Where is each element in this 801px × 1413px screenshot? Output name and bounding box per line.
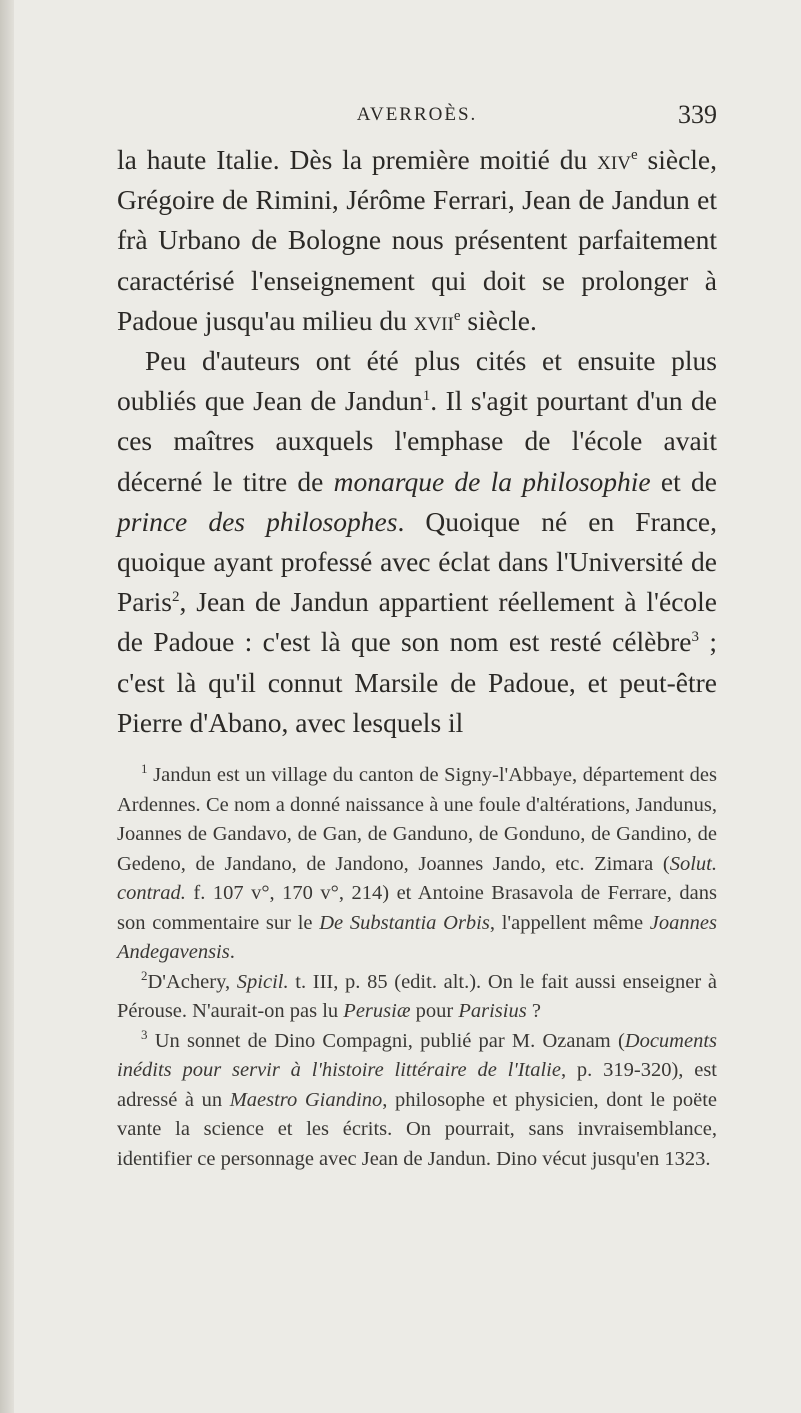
running-title: AVERROÈS. [356,104,478,125]
book-spine-shadow [0,0,14,1413]
footnote-3: $^3$ Un sonnet de Dino Compagni, publié par M. Ozanam (Documents inédits pour servir à l'histoire littéraire de l'Italie, p. 319-320), est adressé à un Maestro Giandino, philosophe et physicien, dont le poëte vante la science et les écrits. On pourrait, sans invraisemblance, identifier ce personnage avec Jean de Jandun. Dino vécut jusqu'en 1323. [117,1026,718,1170]
footnotes [117,761,717,1174]
italic-title: monarque de la philosophie [333,465,651,497]
footnote-2: $^2$D'Achery, Spicil. t. III, p. 85 (edit. alt.). On le fait aussi enseigner à Pérouse. N'aurait-on pas lu Perusiæ pour Parisius ? [117,967,717,1023]
paragraph-1: la haute Italie. Dès la première moitié du xiv$^e$ siècle, Grégoire de Rimini, Jérôme Ferrari, Jean de Jandun et frà Urbano de Bologne nous présentent parfaitement caractérisé l'enseignement qui doit se prolonger à Padoue jusqu'au milieu du xvii$^e$ siècle. [117,144,717,336]
page-header [117,100,717,140]
italic-title: prince des philosophes [117,505,398,537]
footnote-ref: 2 [172,589,180,606]
book-page [117,100,717,1174]
footnote-ref: 3 [691,629,699,646]
page-number: 339 [678,100,717,129]
footnote-number: 1 [141,761,148,777]
century-roman: xiv [597,144,631,175]
century-roman: xvii [413,304,454,336]
footnote-1: $^1$ Jandun est un village du canton de Signy-l'Abbaye, département des Ardennes. Ce nom a donné naissance à une foule d'altérations, Jandunus, Joannes de Gandavo, de Gan, de Ganduno, de Gonduno, de Gandino, de Gedeno, de Jandano, de Jandono, Joannes Jando, etc. Zimara (Solut. contrad. f. 107 v°, 170 v°, 214) et Antoine Brasavola de Ferrare, dans son commentaire sur le De Substantia Orbis, l'appellent même Joannes Andegavensis. [117,761,718,964]
main-text [117,140,717,743]
footnote-ref: 1 [422,388,431,405]
footnote-number: 3 [141,1026,148,1042]
footnote-number: 2 [141,967,148,983]
paragraph-2: Peu d'auteurs ont été plus cités et ensuite plus oubliés que Jean de Jandun$^1$. Il s'agit pourtant d'un de ces maîtres auxquels l'emphase de l'école avait décerné le titre de monarque de la philosophie et de prince des philosophes. Quoique né en France, quoique ayant professé avec éclat dans l'Université de Paris$^2$, Jean de Jandun appartient réellement à l'école de Padoue : c'est là que son nom est resté célèbre$^3$ ; c'est là qu'il connut Marsile de Padoue, et peut-être Pierre d'Abano, avec lesquels il [117,345,717,738]
